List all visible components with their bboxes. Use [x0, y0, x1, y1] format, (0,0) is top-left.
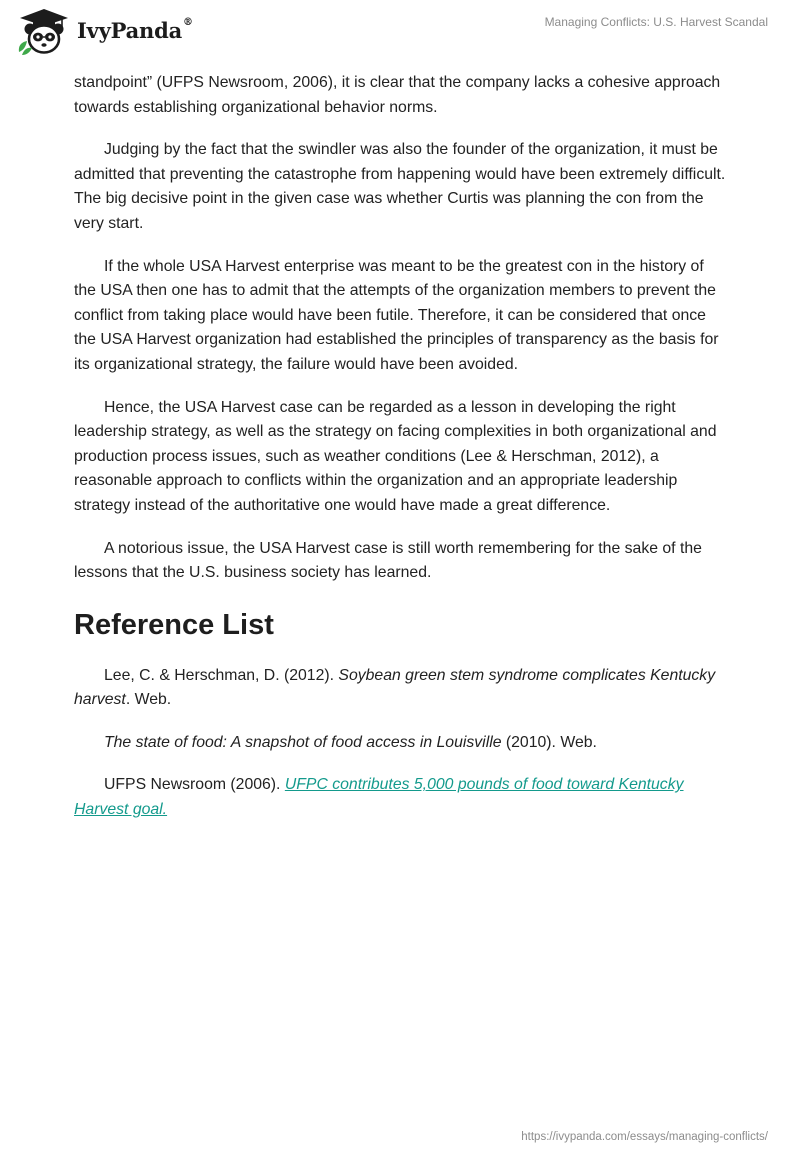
ivypanda-logo[interactable] [16, 8, 196, 56]
registered-mark: ® [183, 17, 193, 28]
reference-authors: UFPS Newsroom (2006). [104, 776, 285, 794]
reference-link[interactable]: UFPC contributes 5,000 pounds of food toward Kentucky Harvest goal. [74, 776, 684, 819]
reference-suffix: (2010). Web. [501, 733, 597, 751]
body-paragraph: If the whole USA Harvest enterprise was meant to be the greatest con in the history of the USA then one has to admit that the attempts of the organization members to prevent the conflict from taking place would have been futile. Therefore, it can be considered that once the USA Harvest organization had established the principles of transparency as the basis for its organizational strategy, the failure would have been avoided. [74, 257, 719, 373]
logo-wordmark [77, 18, 193, 43]
body-paragraph: A notorious issue, the USA Harvest case is still worth remembering for the sake of the lessons that the U.S. business society has learned. [74, 539, 702, 582]
reference-list-heading: Reference List [74, 608, 274, 641]
reference-item [74, 773, 730, 822]
page-header [0, 0, 800, 70]
logo-name: IvyPanda [77, 18, 183, 43]
reference-title: The state of food: A snapshot of food access in Louisville [104, 733, 502, 751]
body-paragraph: Judging by the fact that the swindler was also the founder of the organization, it must be admitted that preventing the catastrophe from happening would have been extremely difficult. The big decisive point in the given case was whether Curtis was planning the con from the very start. [74, 141, 726, 232]
essay-content [74, 71, 730, 841]
reference-title: Soybean green stem syndrome complicates Kentucky harvest [74, 666, 716, 709]
body-paragraph: Hence, the USA Harvest case can be regarded as a lesson in developing the right leadership strategy, as well as the strategy on facing complexities in both organizational and production process issues, such as weather conditions (Lee & Herschman, 2012), a reasonable approach to conflicts within the organization and an appropriate leadership strategy instead of the authoritative one would have made a great difference. [74, 398, 717, 514]
reference-authors: Lee, C. & Herschman, D. (2012). [104, 666, 339, 684]
panda-graduate-icon [16, 8, 72, 56]
reference-item [74, 664, 730, 713]
body-paragraph: standpoint” (UFPS Newsroom, 2006), it is clear that the company lacks a cohesive approach towards establishing organizational behavior norms. [74, 74, 721, 116]
source-url: https://ivypanda.com/essays/managing-conflicts/ [521, 1131, 768, 1143]
reference-suffix: . Web. [125, 691, 172, 709]
document-title: Managing Conflicts: U.S. Harvest Scandal [544, 15, 768, 29]
reference-item [74, 731, 730, 756]
